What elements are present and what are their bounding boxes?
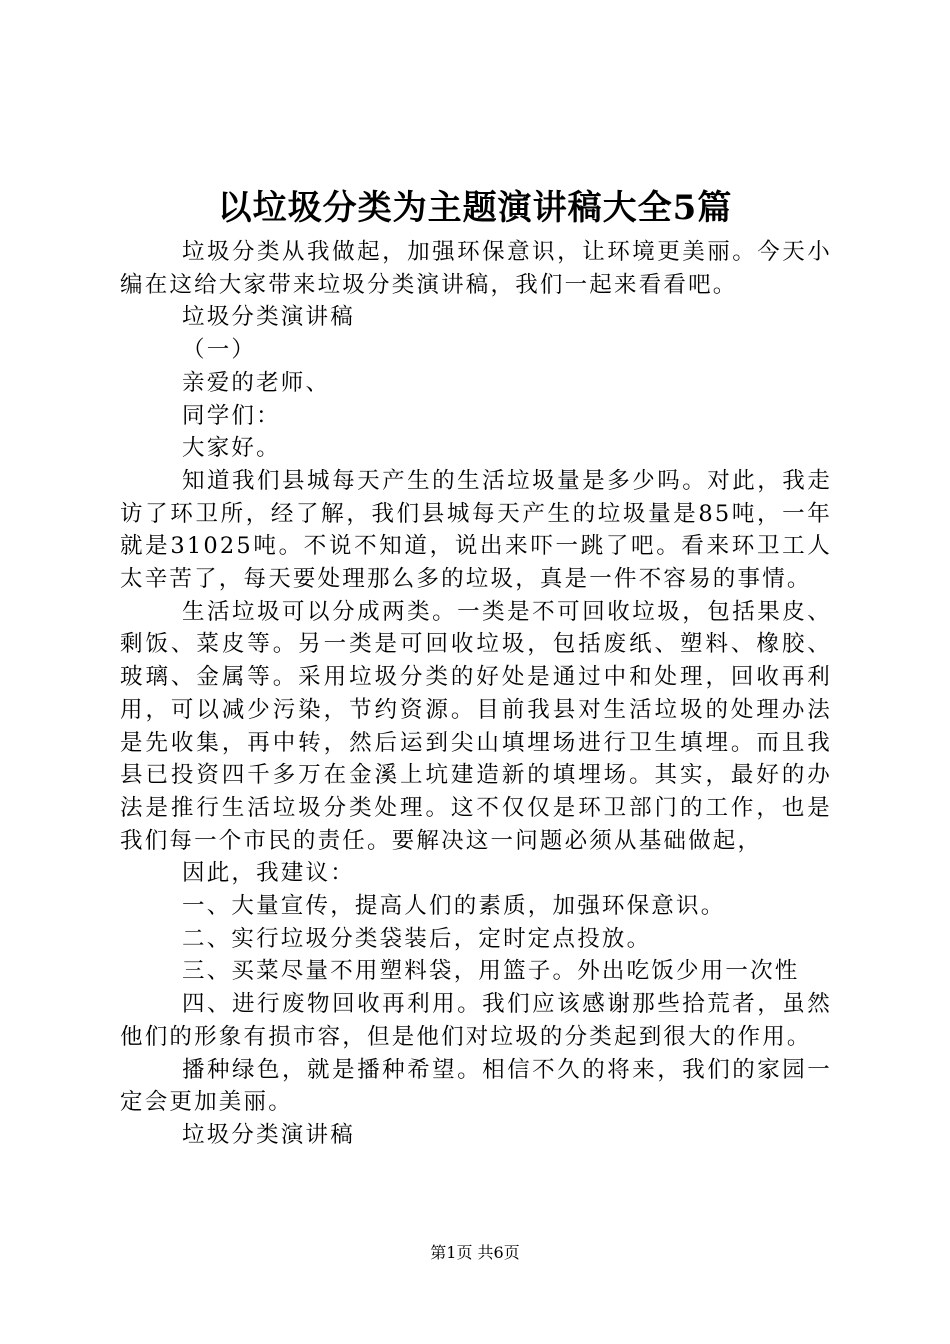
- paragraph-garbage-types: 生活垃圾可以分成两类。一类是不可回收垃圾，包括果皮、剩饭、菜皮等。另一类是可回收垃圾，包括废纸、塑料、橡胶、玻璃、金属等。采用垃圾分类的好处是通过中和处理，回收再利用，可以减少污染，节约资源。目前我县对生活垃圾的处理办法是先收集，再中转，然后运到尖山填埋场进行卫生填埋。而且我县已投资四千多万在金溪上坑建造新的填埋场。其实，最好的办法是推行生活垃圾分类处理。这不仅仅是环卫部门的工作，也是我们每一个市民的责任。要解决这一问题必须从基础做起，: [120, 598, 832, 854]
- paragraph-salutation-students: 同学们：: [182, 402, 281, 429]
- paragraph-greeting: 大家好。: [182, 435, 281, 462]
- page-footer: 第1页 共6页: [430, 1243, 520, 1262]
- paragraph-suggestion-1: 一、大量宣传，提高人们的素质，加强环保意识。: [182, 893, 726, 920]
- paragraph-suggestion-4: 四、进行废物回收再利用。我们应该感谢那些拾荒者，虽然他们的形象有损市容，但是他们对垃圾的分类起到很大的作用。: [120, 991, 832, 1050]
- paragraph-section-heading: 垃圾分类演讲稿: [182, 304, 355, 331]
- paragraph-suggestion-intro: 因此，我建议：: [182, 860, 355, 887]
- paragraph-closing: 播种绿色，就是播种希望。相信不久的将来，我们的家园一定会更加美丽。: [120, 1056, 832, 1116]
- paragraph-intro: 垃圾分类从我做起，加强环保意识，让环境更美丽。今天小编在这给大家带来垃圾分类演讲稿，我们一起来看看吧。: [120, 239, 832, 298]
- paragraph-suggestion-2: 二、实行垃圾分类袋装后，定时定点投放。: [182, 925, 652, 952]
- paragraph-next-section-heading: 垃圾分类演讲稿: [182, 1121, 355, 1148]
- paragraph-part-number: （一）: [182, 337, 257, 364]
- paragraph-salutation-teachers: 亲爱的老师、: [182, 369, 331, 396]
- document-body: [120, 236, 832, 1152]
- paragraph-garbage-amount: 知道我们县城每天产生的生活垃圾量是多少吗。对此，我走访了环卫所，经了解，我们县城每天产生的垃圾量是85吨，一年就是31025吨。不说不知道，说出来吓一跳了吧。看来环卫工人太辛苦了，每天要处理那么多的垃圾，真是一件不容易的事情。: [120, 467, 832, 593]
- document-title: 以垃圾分类为主题演讲稿大全5篇: [217, 188, 733, 228]
- paragraph-suggestion-3: 三、买菜尽量不用塑料袋，用篮子。外出吃饭少用一次性: [182, 958, 800, 985]
